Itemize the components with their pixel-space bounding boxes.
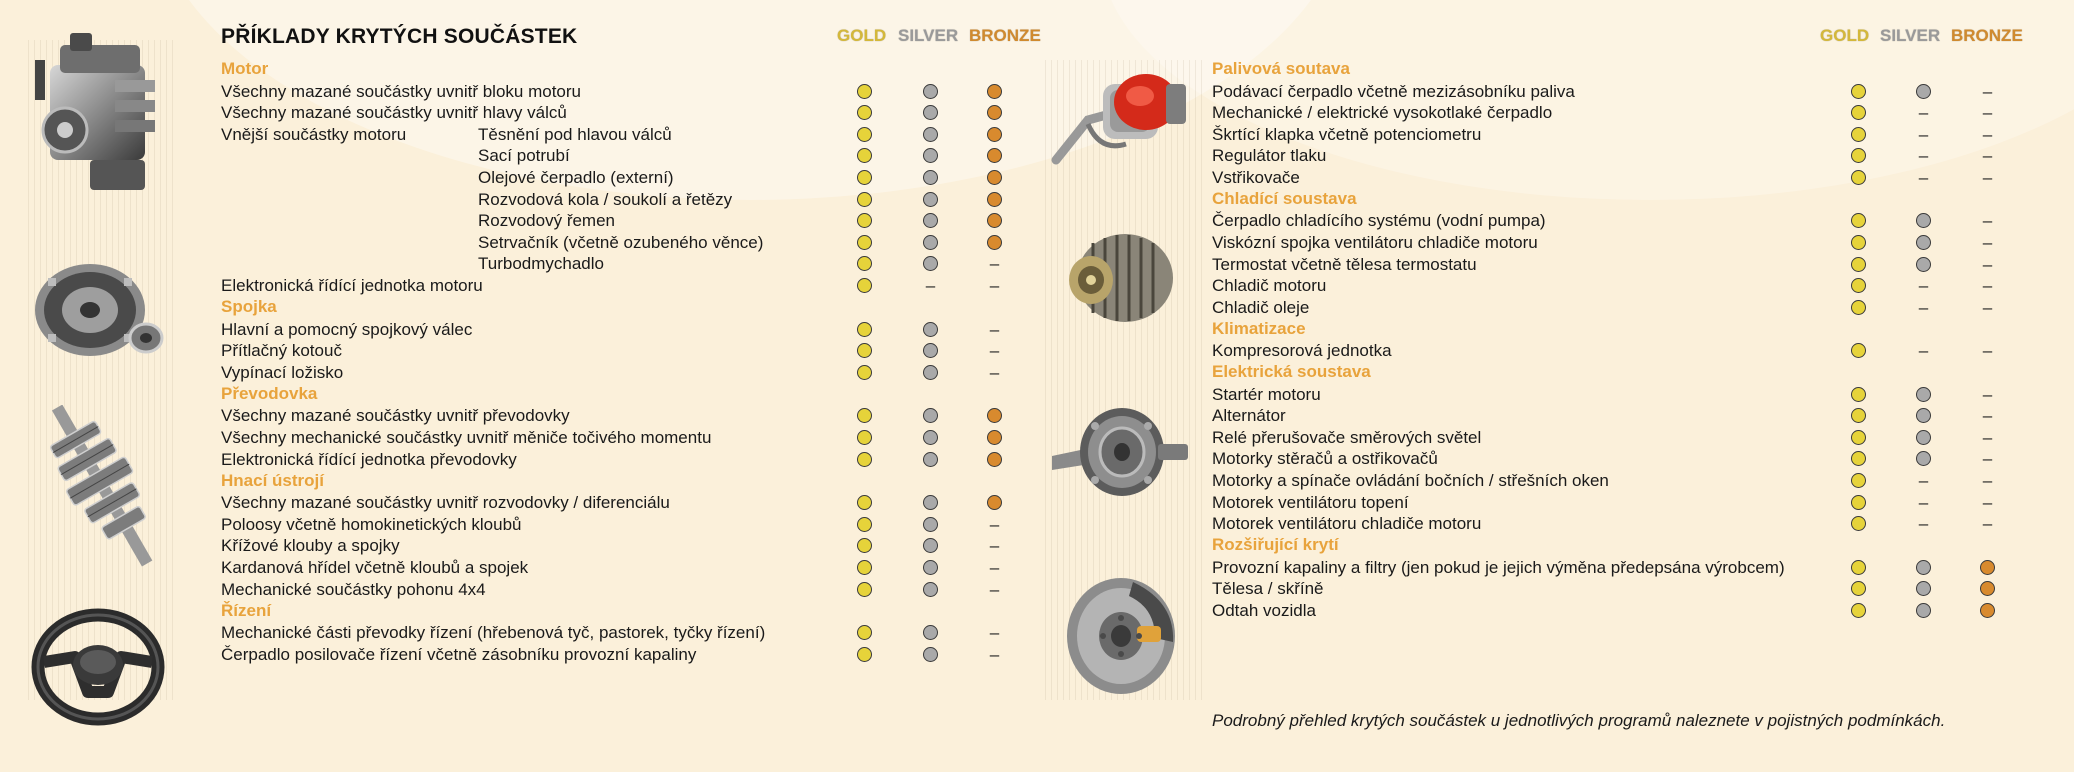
component-label: Chladič motoru (1212, 276, 1327, 296)
coverage-row (221, 340, 1017, 361)
component-label: Alternátor (1212, 406, 1286, 426)
silver-coverage-dot (923, 235, 938, 250)
gold-coverage-dot (857, 343, 872, 358)
bronze-not-covered-dash: – (1982, 211, 1993, 231)
silver-coverage-dot (923, 256, 938, 271)
gold-coverage-dot (857, 452, 872, 467)
component-label: Hlavní a pomocný spojkový válec (221, 319, 473, 339)
coverage-row (221, 189, 1017, 210)
section-heading: Hnací ústrojí (221, 470, 324, 490)
bronze-not-covered-dash: – (1982, 449, 1993, 469)
silver-coverage-dot (1916, 387, 1931, 402)
gold-coverage-dot (857, 127, 872, 142)
component-label: Kardanová hřídel včetně kloubů a spojek (221, 558, 529, 577)
coverage-row (1212, 492, 2010, 513)
silver-not-covered-dash: – (1918, 297, 1929, 317)
bronze-not-covered-dash: – (989, 362, 1000, 382)
coverage-row (1212, 470, 2010, 491)
bronze-not-covered-dash: – (989, 319, 1000, 339)
silver-coverage-dot (1916, 408, 1931, 423)
component-sublabel: Turbodmychadlo (478, 254, 604, 274)
gold-coverage-dot (857, 213, 872, 228)
component-label: Přítlačný kotouč (221, 341, 342, 361)
silver-not-covered-dash: – (1918, 146, 1929, 166)
tier-gold-label: GOLD (837, 26, 887, 45)
silver-not-covered-dash: – (1918, 341, 1929, 361)
silver-coverage-dot (1916, 84, 1931, 99)
bronze-coverage-dot (987, 430, 1002, 445)
gold-coverage-dot (857, 365, 872, 380)
component-label: Poloosy včetně homokinetických kloubů (221, 514, 522, 534)
coverage-row (1212, 167, 2010, 188)
section-heading: Motor (221, 59, 269, 78)
silver-coverage-dot (923, 560, 938, 575)
component-label: Elektronická řídící jednotka motoru (221, 276, 483, 295)
coverage-row (1212, 578, 2010, 599)
component-label: Chladič oleje (1212, 297, 1310, 317)
coverage-row (221, 557, 1017, 578)
component-label: Termostat včetně tělesa termostatu (1212, 254, 1477, 274)
gold-coverage-dot (857, 170, 872, 185)
engine-image (30, 25, 175, 225)
component-sublabel: Olejové čerpadlo (externí) (478, 168, 674, 187)
gold-coverage-dot (857, 538, 872, 553)
gold-coverage-dot (1851, 560, 1866, 575)
bronze-coverage-dot (987, 84, 1002, 99)
gearbox-image (38, 405, 173, 570)
silver-coverage-dot (923, 84, 938, 99)
component-label: Vypínací ložisko (221, 362, 344, 382)
gold-coverage-dot (1851, 300, 1866, 315)
gold-coverage-dot (857, 105, 872, 120)
bronze-coverage-dot (987, 235, 1002, 250)
gold-coverage-dot (857, 517, 872, 532)
silver-coverage-dot (923, 170, 938, 185)
silver-not-covered-dash: – (1918, 514, 1929, 534)
coverage-row (1212, 600, 2010, 621)
bronze-coverage-dot (1980, 560, 1995, 575)
coverage-row (221, 210, 1017, 231)
silver-coverage-dot (1916, 235, 1931, 250)
coverage-row (221, 319, 1017, 340)
bronze-not-covered-dash: – (1982, 471, 1993, 490)
gold-coverage-dot (857, 84, 872, 99)
coverage-row (221, 427, 1017, 448)
bronze-not-covered-dash: – (1982, 233, 1993, 252)
gold-coverage-dot (857, 408, 872, 423)
bronze-not-covered-dash: – (1982, 384, 1993, 404)
fuel-nozzle-image (1048, 62, 1193, 167)
component-label: Tělesa / skříně (1212, 579, 1324, 599)
silver-coverage-dot (923, 365, 938, 380)
coverage-row (1212, 275, 2010, 296)
silver-coverage-dot (923, 408, 938, 423)
coverage-row (1212, 448, 2010, 469)
silver-coverage-dot (923, 105, 938, 120)
component-label: Všechny mazané součástky uvnitř hlavy válců (221, 103, 567, 123)
coverage-row (221, 362, 1017, 383)
coverage-row (1212, 513, 2010, 534)
component-label: Mechanické části převodky řízení (hřebenová tyč, pastorek, tyčky řízení) (221, 623, 766, 643)
coverage-row (221, 622, 1017, 643)
component-label: Vstřikovače (1212, 168, 1300, 187)
bronze-not-covered-dash: – (989, 514, 1000, 534)
coverage-row (221, 124, 1017, 145)
gold-coverage-dot (1851, 430, 1866, 445)
bronze-coverage-dot (987, 495, 1002, 510)
bronze-not-covered-dash: – (989, 276, 1000, 295)
page-title: PŘÍKLADY KRYTÝCH SOUČÁSTEK (221, 25, 578, 48)
clutch-image (28, 258, 173, 363)
silver-coverage-dot (923, 430, 938, 445)
component-label: Čerpadlo chladícího systému (vodní pumpa) (1212, 211, 1546, 231)
differential-image (1050, 398, 1190, 506)
footnote: Podrobný přehled krytých součástek u jednotlivých programů naleznete v pojistných podmínkách. (1212, 711, 1946, 730)
gold-coverage-dot (857, 495, 872, 510)
coverage-row (1212, 340, 2010, 361)
gold-coverage-dot (1851, 603, 1866, 618)
bronze-not-covered-dash: – (1982, 124, 1993, 144)
coverage-row (221, 535, 1017, 556)
coverage-row (221, 275, 1017, 296)
coverage-row (1212, 81, 2010, 102)
component-label: Viskózní spojka ventilátoru chladiče motoru (1212, 233, 1538, 252)
bronze-not-covered-dash: – (1982, 146, 1993, 166)
bronze-coverage-dot (987, 408, 1002, 423)
gold-coverage-dot (1851, 84, 1866, 99)
component-label: Čerpadlo posilovače řízení včetně zásobníku provozní kapaliny (221, 644, 697, 664)
silver-coverage-dot (923, 148, 938, 163)
steering-wheel-image (30, 607, 170, 727)
bronze-not-covered-dash: – (989, 623, 1000, 643)
component-label: Všechny mazané součástky uvnitř bloku motoru (221, 81, 582, 101)
component-label: Kompresorová jednotka (1212, 341, 1392, 361)
component-label: Motorky stěračů a ostřikovačů (1212, 449, 1438, 469)
gold-coverage-dot (1851, 473, 1866, 488)
coverage-row (1212, 124, 2010, 145)
coverage-row (221, 492, 1017, 513)
tier-silver-label: SILVER (898, 26, 959, 45)
silver-coverage-dot (1916, 257, 1931, 272)
component-sublabel: Sací potrubí (478, 146, 570, 166)
coverage-row (221, 253, 1017, 274)
coverage-row (1212, 254, 2010, 275)
gold-coverage-dot (1851, 213, 1866, 228)
gold-coverage-dot (857, 430, 872, 445)
silver-coverage-dot (923, 192, 938, 207)
tier-bronze-label: BRONZE (969, 26, 1041, 45)
gold-coverage-dot (1851, 387, 1866, 402)
bronze-coverage-dot (987, 105, 1002, 120)
component-sublabel: Těsnění pod hlavou válců (478, 124, 672, 144)
component-label: Regulátor tlaku (1212, 146, 1327, 166)
gold-coverage-dot (1851, 127, 1866, 142)
bronze-coverage-dot (987, 127, 1002, 142)
silver-coverage-dot (923, 647, 938, 662)
coverage-row (221, 579, 1017, 600)
silver-coverage-dot (923, 127, 938, 142)
bronze-not-covered-dash: – (1982, 276, 1993, 296)
component-label: Motorek ventilátoru topení (1212, 492, 1409, 512)
component-sublabel: Rozvodová kola / soukolí a řetězy (478, 189, 733, 209)
component-label: Elektronická řídící jednotka převodovky (221, 449, 517, 469)
coverage-row (221, 81, 1017, 102)
silver-coverage-dot (1916, 581, 1931, 596)
coverage-row (1212, 145, 2010, 166)
component-label: Všechny mazané součástky uvnitř rozvodovky / diferenciálu (221, 493, 670, 513)
section-heading: Řízení (221, 600, 272, 620)
coverage-row (1212, 384, 2010, 405)
bronze-not-covered-dash: – (1982, 297, 1993, 317)
bronze-coverage-dot (987, 213, 1002, 228)
silver-coverage-dot (923, 213, 938, 228)
silver-coverage-dot (923, 495, 938, 510)
tier-gold-label: GOLD (1820, 26, 1870, 45)
component-sublabel: Setrvačník (včetně ozubeného věnce) (478, 232, 764, 252)
component-label: Vnější součástky motoru (221, 124, 407, 144)
section-heading: Spojka (221, 297, 277, 316)
bronze-not-covered-dash: – (1982, 427, 1993, 447)
gold-coverage-dot (857, 235, 872, 250)
silver-coverage-dot (1916, 213, 1931, 228)
coverage-row (221, 405, 1017, 426)
silver-not-covered-dash: – (1918, 103, 1929, 123)
silver-coverage-dot (923, 582, 938, 597)
silver-not-covered-dash: – (1918, 492, 1929, 512)
silver-coverage-dot (923, 538, 938, 553)
brake-disc-image (1063, 572, 1183, 697)
bronze-not-covered-dash: – (1982, 103, 1993, 123)
coverage-row (1212, 232, 2010, 253)
gold-coverage-dot (1851, 257, 1866, 272)
gold-coverage-dot (1851, 235, 1866, 250)
component-label: Křížové klouby a spojky (221, 536, 400, 556)
gold-coverage-dot (857, 192, 872, 207)
silver-coverage-dot (923, 625, 938, 640)
component-label: Provozní kapaliny a filtry (jen pokud je jejich výměna předepsána výrobcem) (1212, 557, 1785, 577)
gold-coverage-dot (1851, 581, 1866, 596)
bronze-not-covered-dash: – (1982, 406, 1993, 426)
tier-silver-label: SILVER (1880, 26, 1941, 45)
tier-bronze-label: BRONZE (1951, 26, 2023, 45)
bronze-not-covered-dash: – (1982, 514, 1993, 534)
gold-coverage-dot (1851, 451, 1866, 466)
gold-coverage-dot (857, 322, 872, 337)
bronze-coverage-dot (987, 192, 1002, 207)
section-heading: Rozšiřující krytí (1212, 535, 1339, 554)
component-label: Odtah vozidla (1212, 600, 1316, 620)
bronze-not-covered-dash: – (1982, 168, 1993, 187)
bronze-not-covered-dash: – (989, 644, 1000, 664)
alternator-image (1063, 228, 1178, 328)
gold-coverage-dot (1851, 343, 1866, 358)
section-heading: Chladící soustava (1212, 188, 1357, 208)
bronze-not-covered-dash: – (1982, 81, 1993, 101)
bronze-not-covered-dash: – (989, 536, 1000, 556)
silver-coverage-dot (1916, 430, 1931, 445)
gold-coverage-dot (857, 582, 872, 597)
bronze-coverage-dot (987, 170, 1002, 185)
silver-not-covered-dash: – (1918, 471, 1929, 490)
bronze-coverage-dot (1980, 581, 1995, 596)
component-label: Startér motoru (1212, 384, 1321, 404)
coverage-row (1212, 297, 2010, 318)
silver-not-covered-dash: – (1918, 124, 1929, 144)
bronze-not-covered-dash: – (989, 341, 1000, 361)
component-label: Mechanické / elektrické vysokotlaké čerpadlo (1212, 103, 1553, 123)
gold-coverage-dot (1851, 516, 1866, 531)
coverage-row (221, 102, 1017, 123)
component-label: Škrtící klapka včetně potenciometru (1212, 124, 1482, 144)
coverage-row (221, 514, 1017, 535)
component-label: Všechny mazané součástky uvnitř převodovky (221, 406, 570, 426)
gold-coverage-dot (857, 625, 872, 640)
gold-coverage-dot (1851, 170, 1866, 185)
gold-coverage-dot (1851, 278, 1866, 293)
coverage-row (1212, 102, 2010, 123)
component-label: Všechny mechanické součástky uvnitř měniče točivého momentu (221, 428, 712, 447)
bronze-not-covered-dash: – (1982, 254, 1993, 274)
coverage-row (221, 167, 1017, 188)
silver-coverage-dot (1916, 603, 1931, 618)
coverage-row (221, 232, 1017, 253)
silver-not-covered-dash: – (925, 276, 936, 295)
component-sublabel: Rozvodový řemen (478, 211, 616, 231)
silver-coverage-dot (923, 517, 938, 532)
gold-coverage-dot (1851, 408, 1866, 423)
silver-coverage-dot (1916, 560, 1931, 575)
gold-coverage-dot (857, 278, 872, 293)
coverage-row (221, 644, 1017, 665)
silver-coverage-dot (923, 343, 938, 358)
gold-coverage-dot (1851, 105, 1866, 120)
coverage-row (1212, 210, 2010, 231)
section-heading: Palivová soutava (1212, 59, 1350, 78)
bronze-coverage-dot (987, 452, 1002, 467)
coverage-row (1212, 405, 2010, 426)
bronze-not-covered-dash: – (989, 254, 1000, 274)
gold-coverage-dot (1851, 495, 1866, 510)
component-label: Motorek ventilátoru chladiče motoru (1212, 514, 1482, 534)
bronze-not-covered-dash: – (989, 558, 1000, 577)
gold-coverage-dot (857, 256, 872, 271)
bronze-not-covered-dash: – (989, 579, 1000, 599)
coverage-row (1212, 427, 2010, 448)
component-label: Mechanické součástky pohonu 4x4 (221, 579, 486, 599)
bronze-not-covered-dash: – (1982, 492, 1993, 512)
component-label: Podávací čerpadlo včetně mezizásobníku paliva (1212, 81, 1575, 101)
gold-coverage-dot (857, 148, 872, 163)
gold-coverage-dot (857, 647, 872, 662)
section-heading: Elektrická soustava (1212, 362, 1371, 381)
silver-not-covered-dash: – (1918, 276, 1929, 296)
section-heading: Převodovka (221, 383, 318, 403)
bronze-coverage-dot (1980, 603, 1995, 618)
silver-coverage-dot (923, 322, 938, 337)
bronze-not-covered-dash: – (1982, 341, 1993, 361)
bronze-coverage-dot (987, 148, 1002, 163)
coverage-row (1212, 557, 2010, 578)
section-heading: Klimatizace (1212, 318, 1306, 338)
silver-coverage-dot (1916, 451, 1931, 466)
silver-coverage-dot (923, 452, 938, 467)
component-label: Relé přerušovače směrových světel (1212, 427, 1482, 447)
coverage-row (221, 449, 1017, 470)
coverage-row (221, 145, 1017, 166)
component-label: Motorky a spínače ovládání bočních / střešních oken (1212, 471, 1609, 490)
gold-coverage-dot (1851, 148, 1866, 163)
gold-coverage-dot (857, 560, 872, 575)
silver-not-covered-dash: – (1918, 168, 1929, 187)
